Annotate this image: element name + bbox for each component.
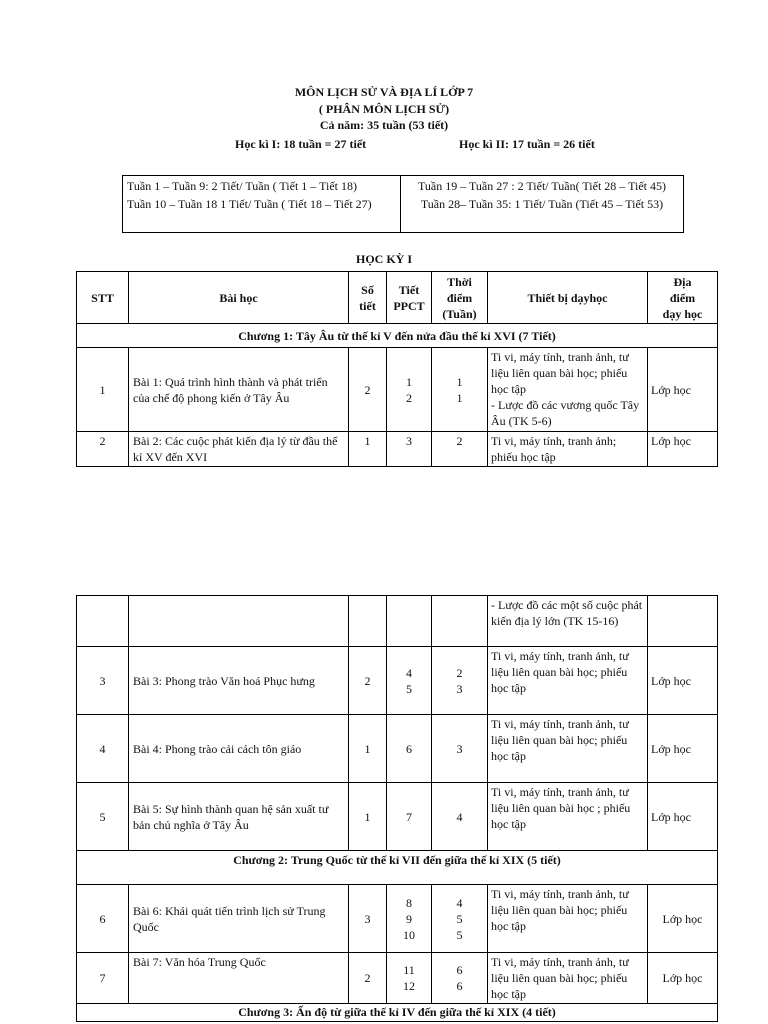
table-row (77, 885, 718, 953)
cell-equipment: Ti vi, máy tính, tranh ảnh, tư liệu liên quan bài học ; phiếu học tập (488, 783, 648, 851)
cell-location: Lớp học (648, 432, 718, 467)
semester-1-summary: Học kì I: 18 tuần = 27 tiết (235, 137, 367, 151)
chapter-row (77, 851, 718, 885)
cell-equipment: - Lược đồ các một số cuộc phát kiến địa lý lớn (TK 15-16) (488, 596, 648, 647)
cell-lesson: Bài 4: Phong trào cải cách tôn giáo (129, 715, 349, 783)
week-range-1: Tuần 1 – Tuần 9: 2 Tiết/ Tuần ( Tiết 1 – Tiết 18) (127, 179, 357, 193)
col-header-thoi-diem: Thời điểm (Tuần) (432, 272, 488, 324)
cell-equipment: Ti vi, máy tính, tranh ảnh, tư liệu liên quan bài học; phiếu học tập (488, 885, 648, 953)
chapter-title: Chương 1: Tây Âu từ thế kỉ V đến nửa đầu thế kỉ XVI (7 Tiết) (77, 324, 718, 348)
cell-equipment: Ti vi, máy tính, tranh ảnh, tư liệu liên quan bài học; phiếu học tập - Lược đồ các vương quốc Tây Âu (TK 5-6) (488, 348, 648, 432)
table-row (77, 596, 718, 647)
col-header-stt: STT (77, 272, 129, 324)
col-header-tiet-ppct: Tiết PPCT (387, 272, 432, 324)
cell-equipment: Ti vi, máy tính, tranh ảnh, tư liệu liên quan bài học; phiếu học tập (488, 647, 648, 715)
week-range-2: Tuần 10 – Tuần 18 1 Tiết/ Tuần ( Tiết 18 – Tiết 27) (127, 197, 372, 211)
cell-lesson: Bài 7: Văn hóa Trung Quốc (129, 953, 349, 1004)
cell-location: Lớp học (648, 953, 718, 1004)
cell-location: Lớp học (648, 885, 718, 953)
cell-stt: 4 (77, 715, 129, 783)
doc-year-summary: Cả năm: 35 tuần (53 tiết) (319, 118, 449, 132)
cell-stt (77, 596, 129, 647)
lesson-table-part-2 (76, 595, 718, 1022)
table-row (77, 783, 718, 851)
cell-stt: 1 (77, 348, 129, 432)
cell-so-tiet: 1 (349, 783, 387, 851)
cell-location: Lớp học (648, 715, 718, 783)
table-row (77, 432, 718, 467)
cell-location: Lớp học (648, 647, 718, 715)
cell-lesson: Bài 1: Quá trình hình thành và phát triển của chế độ phong kiến ở Tây Âu (129, 348, 349, 432)
cell-ppct: 3 (387, 432, 432, 467)
cell-ppct: 7 (387, 783, 432, 851)
cell-stt: 7 (77, 953, 129, 1004)
cell-so-tiet (349, 596, 387, 647)
table-header-row (77, 272, 718, 324)
doc-subtitle: ( PHÂN MÔN LỊCH SỬ) (318, 102, 450, 116)
cell-tuan: 6 6 (432, 953, 488, 1004)
cell-so-tiet: 2 (349, 647, 387, 715)
cell-tuan: 2 3 (432, 647, 488, 715)
table-row (77, 647, 718, 715)
cell-so-tiet: 2 (349, 348, 387, 432)
table-row (77, 715, 718, 783)
chapter-row (77, 1004, 718, 1022)
cell-ppct: 6 (387, 715, 432, 783)
col-header-location: Địa điểm dạy học (648, 272, 718, 324)
chapter-title: Chương 2: Trung Quốc từ thế kỉ VII đến giữa thế kỉ XIX (5 tiết) (77, 851, 718, 885)
cell-equipment: Ti vi, máy tính, tranh ảnh; phiếu học tập (488, 432, 648, 467)
cell-lesson: Bài 6: Khái quát tiến trình lịch sử Trung Quốc (129, 885, 349, 953)
cell-tuan: 4 5 5 (432, 885, 488, 953)
col-header-so-tiet: Số tiết (349, 272, 387, 324)
table-row (77, 348, 718, 432)
cell-so-tiet: 3 (349, 885, 387, 953)
cell-lesson (129, 596, 349, 647)
cell-ppct (387, 596, 432, 647)
cell-ppct: 11 12 (387, 953, 432, 1004)
week-range-3: Tuần 19 – Tuần 27 : 2 Tiết/ Tuần( Tiết 28 – Tiết 45) (418, 179, 666, 193)
cell-so-tiet: 1 (349, 715, 387, 783)
cell-so-tiet: 1 (349, 432, 387, 467)
semester-2-summary: Học kì II: 17 tuần = 26 tiết (459, 137, 595, 151)
week-range-4: Tuần 28– Tuần 35: 1 Tiết/ Tuần (Tiết 45 – Tiết 53) (420, 197, 664, 211)
cell-tuan: 2 (432, 432, 488, 467)
cell-location: Lớp học (648, 783, 718, 851)
lesson-table-part-1 (76, 271, 718, 467)
cell-stt: 2 (77, 432, 129, 467)
week-schedule-box (122, 175, 684, 233)
cell-equipment: Ti vi, máy tính, tranh ảnh, tư liệu liên quan bài học; phiếu học tập (488, 715, 648, 783)
chapter-title: Chương 3: Ấn độ từ giữa thế kỉ IV đến giữa thế kỉ XIX (4 tiết) (77, 1004, 718, 1022)
table-row (77, 953, 718, 1004)
week-schedule-semester-1 (123, 176, 401, 232)
cell-stt: 5 (77, 783, 129, 851)
cell-lesson: Bài 3: Phong trào Văn hoá Phục hưng (129, 647, 349, 715)
cell-ppct: 1 2 (387, 348, 432, 432)
col-header-lesson: Bài học (129, 272, 349, 324)
cell-equipment: Ti vi, máy tính, tranh ảnh, tư liệu liên quan bài học; phiếu học tập (488, 953, 648, 1004)
cell-stt: 6 (77, 885, 129, 953)
cell-location (648, 596, 718, 647)
cell-tuan (432, 596, 488, 647)
cell-ppct: 8 9 10 (387, 885, 432, 953)
cell-lesson: Bài 5: Sự hình thành quan hệ sản xuất tư bản chủ nghĩa ở Tây Âu (129, 783, 349, 851)
cell-tuan: 3 (432, 715, 488, 783)
cell-tuan: 4 (432, 783, 488, 851)
cell-location: Lớp học (648, 348, 718, 432)
cell-ppct: 4 5 (387, 647, 432, 715)
week-schedule-semester-2 (401, 176, 683, 232)
doc-title: MÔN LỊCH SỬ VÀ ĐỊA LÍ LỚP 7 (294, 85, 474, 99)
col-header-equipment: Thiết bị dạyhọc (488, 272, 648, 324)
chapter-row (77, 324, 718, 348)
cell-lesson: Bài 2: Các cuộc phát kiến địa lý từ đầu thế kỉ XV đến XVI (129, 432, 349, 467)
cell-stt: 3 (77, 647, 129, 715)
semester-heading: HỌC KỲ I (355, 252, 412, 266)
cell-so-tiet: 2 (349, 953, 387, 1004)
cell-tuan: 1 1 (432, 348, 488, 432)
